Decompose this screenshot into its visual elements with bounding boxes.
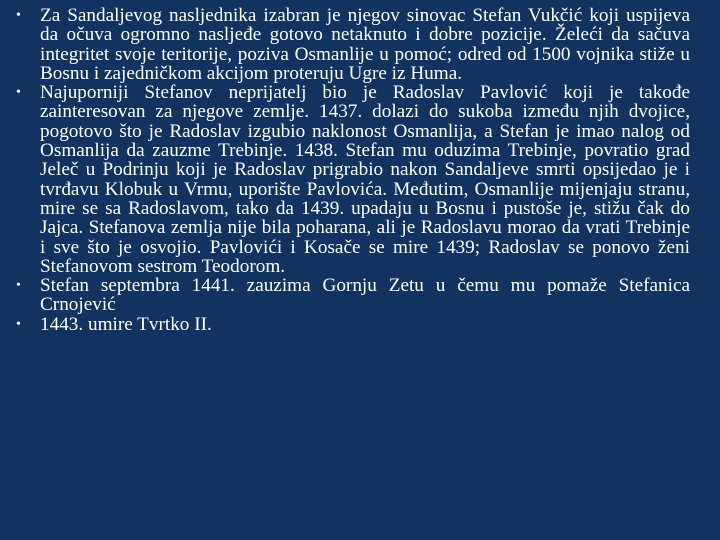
bullet-dot: • (16, 85, 21, 101)
bullet-item (16, 315, 690, 334)
bullet-item (16, 276, 690, 315)
bullet-item (16, 6, 690, 83)
bullet-dot: • (16, 316, 21, 332)
bullet-text: Najuporniji Stefanov neprijatelj bio je Radoslav Pavlović koji je takođe zainteresovan za njegove zemlje. 1437. dolazi do sukoba između njih dvojice, pogotovo što je Radoslav izgubio naklonost Osmanlija, a Stefan je imao nalog od Osmanlija da zauzme Trebinje. 1438. Stefan mu oduzima Trebinje, povratio grad Jeleč u Podrinju koji je Radoslav prigrabio nakon Sandaljeve smrti opsijedao je i tvrđavu Klobuk u Vrmu, uporište Pavlovića. Međutim, Osmanlije mijenjaju stranu, mire se sa Radoslavom, tako da 1439. upadaju u Bosnu i pustoše je, stižu čak do Jajca. Stefanova zemlja nije bila poharana, ali je Radoslavu morao da vrati Trebinje i sve što je osvojio. Pavlovići i Kosače se mire 1439; Radoslav se ponovo ženi Stefanovom sestrom Teodorom. (40, 82, 690, 277)
bullet-item (16, 83, 690, 276)
bullet-text: Za Sandaljevog nasljednika izabran je njegov sinovac Stefan Vukčić koji uspijeva da očuva ogromno nasljeđe gotovo netaknuto i dobre pozicije. Želeći da sačuva integritet svoje teritorije, poziva Osmanlije u pomoć; odred od 1500 vojnika stiže u Bosnu i zajedničkom akcijom proteruju Ugre iz Huma. (40, 5, 690, 84)
bullet-text: 1443. umire Tvrtko II. (40, 313, 212, 335)
bullet-list (16, 6, 690, 334)
bullet-dot: • (16, 8, 21, 23)
bullet-dot: • (16, 278, 21, 294)
bullet-text: Stefan septembra 1441. zauzima Gornju Zetu u čemu mu pomaže Stefanica Crnojević (40, 275, 690, 316)
